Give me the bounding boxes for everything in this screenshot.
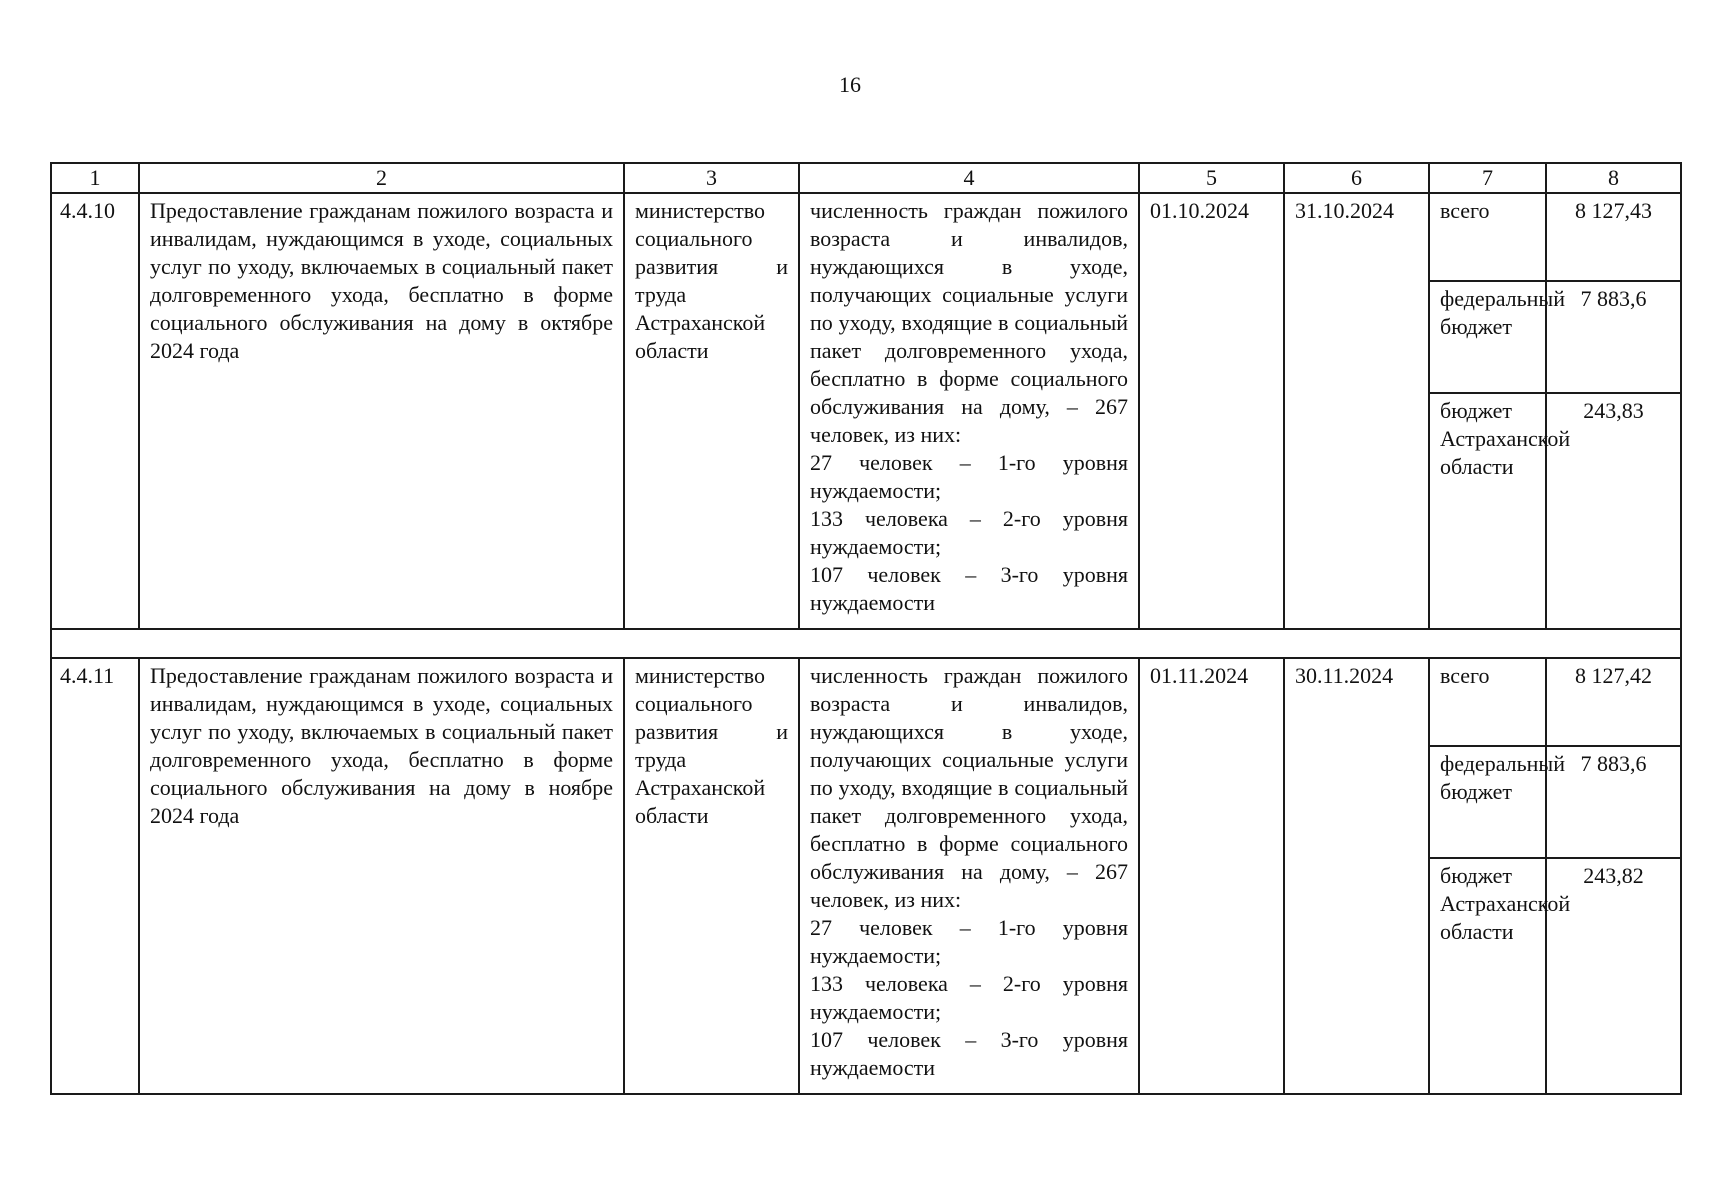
- event-description: Предоставление гражданам пожилого возраста и инвалидам, нуждающимся в уходе, социальных услуг по уходу, включаемых в социальный пакет долговременного ухода, бесплатно в форме социального обслуживания на дому в ноябре 2024 года: [139, 658, 624, 1094]
- funding-source: бюджет Астраханской области: [1429, 858, 1546, 1094]
- funding-amount: 8 127,43: [1546, 193, 1681, 281]
- end-date: 30.11.2024: [1284, 658, 1429, 1094]
- column-header-7: 7: [1429, 163, 1546, 193]
- page-number: 16: [839, 72, 861, 97]
- end-date: 31.10.2024: [1284, 193, 1429, 629]
- column-header-8: 8: [1546, 163, 1681, 193]
- column-header-5: 5: [1139, 163, 1284, 193]
- row-gap-cell: [51, 629, 1681, 658]
- column-header-6: 6: [1284, 163, 1429, 193]
- funding-amount: 243,82: [1546, 858, 1681, 1094]
- funding-source: всего: [1429, 658, 1546, 746]
- indicator-level-3: 107 человек – 3-го уровня нуждаемости: [810, 1027, 1128, 1080]
- row-number: 4.4.10: [51, 193, 139, 629]
- header-row: [51, 163, 1681, 193]
- funding-source: всего: [1429, 193, 1546, 281]
- executor: министерство социального развития и труда Астраханской области: [624, 193, 799, 629]
- indicator-level-2: 133 человека – 2-го уровня нуждаемости;: [810, 971, 1128, 1024]
- funding-amount: 7 883,6: [1546, 746, 1681, 858]
- indicator-level-3: 107 человек – 3-го уровня нуждаемости: [810, 562, 1128, 615]
- indicator: [799, 193, 1139, 629]
- start-date: 01.11.2024: [1139, 658, 1284, 1094]
- row-number: 4.4.11: [51, 658, 139, 1094]
- column-header-1: 1: [51, 163, 139, 193]
- plan-table: [50, 162, 1682, 1095]
- funding-source: федеральный бюджет: [1429, 281, 1546, 393]
- funding-amount: 7 883,6: [1546, 281, 1681, 393]
- indicator: [799, 658, 1139, 1094]
- indicator-main: численность граждан пожилого возраста и инвалидов, нуждающихся в уходе, получающих социальные услуги по уходу, входящие в социальный пакет долговременного ухода, бесплатно в форме социального обслуживания на дому, – 267 человек, из них:: [810, 663, 1128, 912]
- indicator-level-1: 27 человек – 1-го уровня нуждаемости;: [810, 915, 1128, 968]
- executor: министерство социального развития и труда Астраханской области: [624, 658, 799, 1094]
- funding-amount: 8 127,42: [1546, 658, 1681, 746]
- indicator-level-1: 27 человек – 1-го уровня нуждаемости;: [810, 450, 1128, 503]
- table-row: [51, 658, 1681, 746]
- funding-source: федеральный бюджет: [1429, 746, 1546, 858]
- indicator-main: численность граждан пожилого возраста и инвалидов, нуждающихся в уходе, получающих социальные услуги по уходу, входящие в социальный пакет долговременного ухода, бесплатно в форме социального обслуживания на дому, – 267 человек, из них:: [810, 198, 1128, 447]
- column-header-4: 4: [799, 163, 1139, 193]
- column-header-3: 3: [624, 163, 799, 193]
- funding-source: бюджет Астраханской области: [1429, 393, 1546, 629]
- indicator-level-2: 133 человека – 2-го уровня нуждаемости;: [810, 506, 1128, 559]
- table-row: [51, 193, 1681, 281]
- column-header-2: 2: [139, 163, 624, 193]
- start-date: 01.10.2024: [1139, 193, 1284, 629]
- row-gap: [51, 629, 1681, 658]
- event-description: Предоставление гражданам пожилого возраста и инвалидам, нуждающимся в уходе, социальных услуг по уходу, включаемых в социальный пакет долговременного ухода, бесплатно в форме социального обслуживания на дому в октябре 2024 года: [139, 193, 624, 629]
- funding-amount: 243,83: [1546, 393, 1681, 629]
